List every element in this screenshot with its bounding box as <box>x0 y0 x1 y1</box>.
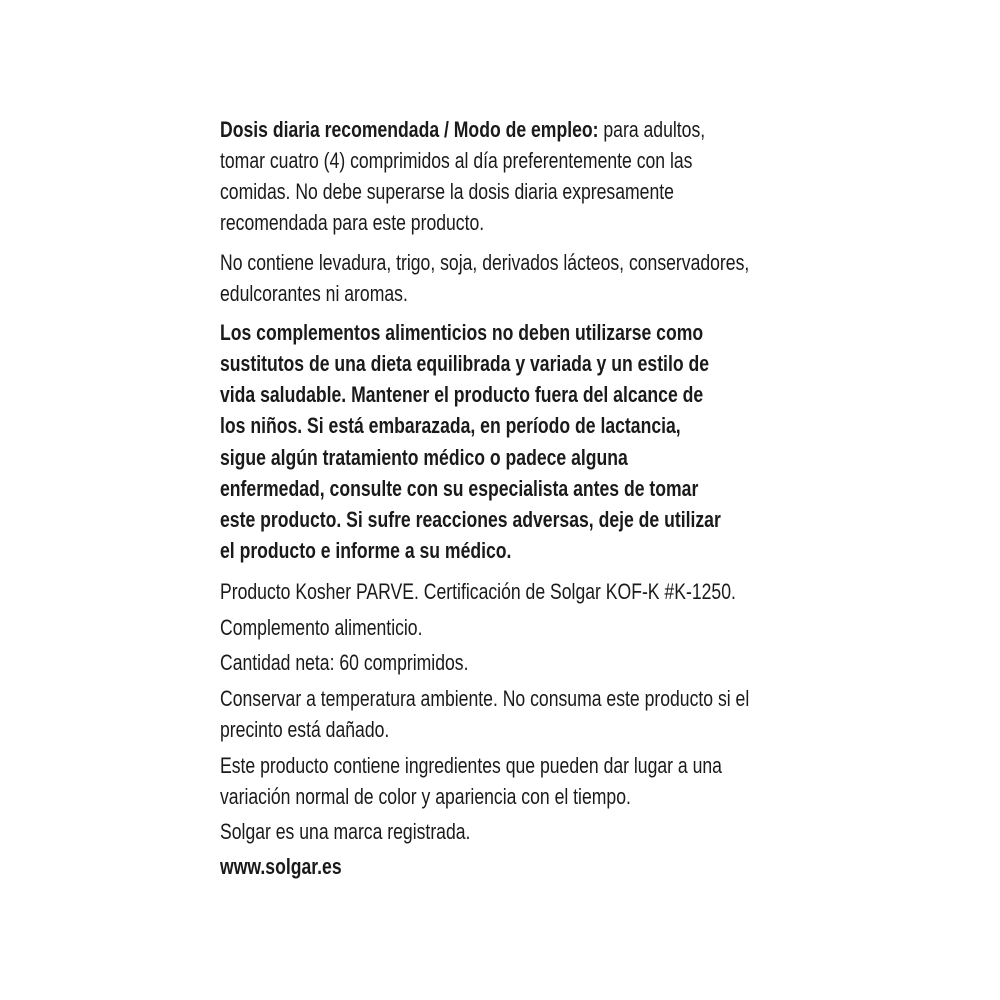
dosage-line <box>220 115 705 145</box>
warning-line: los niños. Si está embarazada, en período de lactancia, <box>220 413 681 438</box>
kosher-certification: Producto Kosher PARVE. Certificación de Solgar KOF-K #K-1250. <box>220 579 736 604</box>
warning-line: sigue algún tratamiento médico o padece alguna <box>220 445 628 470</box>
warning-line: el producto e informe a su médico. <box>220 538 512 563</box>
website-link[interactable]: www.solgar.es <box>220 854 342 879</box>
storage-line: Conservar a temperatura ambiente. No consuma este producto si el <box>220 686 750 711</box>
dosage-label: Dosis diaria recomendada / Modo de empleo: <box>220 117 599 142</box>
variation-line: Este producto contiene ingredientes que pueden dar lugar a una <box>220 753 722 778</box>
product-category: Complemento alimenticio. <box>220 615 423 640</box>
free-from-line: No contiene levadura, trigo, soja, derivados lácteos, conservadores, <box>220 250 750 275</box>
storage-line: precinto está dañado. <box>220 717 390 742</box>
dosage-line: comidas. No debe superarse la dosis diaria expresamente <box>220 179 674 204</box>
warning-line: Los complementos alimenticios no deben utilizarse como <box>220 320 704 345</box>
dosage-line: recomendada para este producto. <box>220 210 485 235</box>
warning-line: enfermedad, consulte con su especialista antes de tomar <box>220 476 699 501</box>
net-quantity: Cantidad neta: 60 comprimidos. <box>220 650 469 675</box>
free-from-line: edulcorantes ni aromas. <box>220 281 408 306</box>
warning-line: sustitutos de una dieta equilibrada y variada y un estilo de <box>220 351 710 376</box>
variation-line: variación normal de color y apariencia con el tiempo. <box>220 784 631 809</box>
warning-line: este producto. Si sufre reacciones adversas, deje de utilizar <box>220 507 721 532</box>
dosage-text: para adultos, <box>598 117 706 142</box>
trademark-note: Solgar es una marca registrada. <box>220 819 471 844</box>
dosage-line: tomar cuatro (4) comprimidos al día preferentemente con las <box>220 148 693 173</box>
warning-line: vida saludable. Mantener el producto fuera del alcance de <box>220 382 704 407</box>
